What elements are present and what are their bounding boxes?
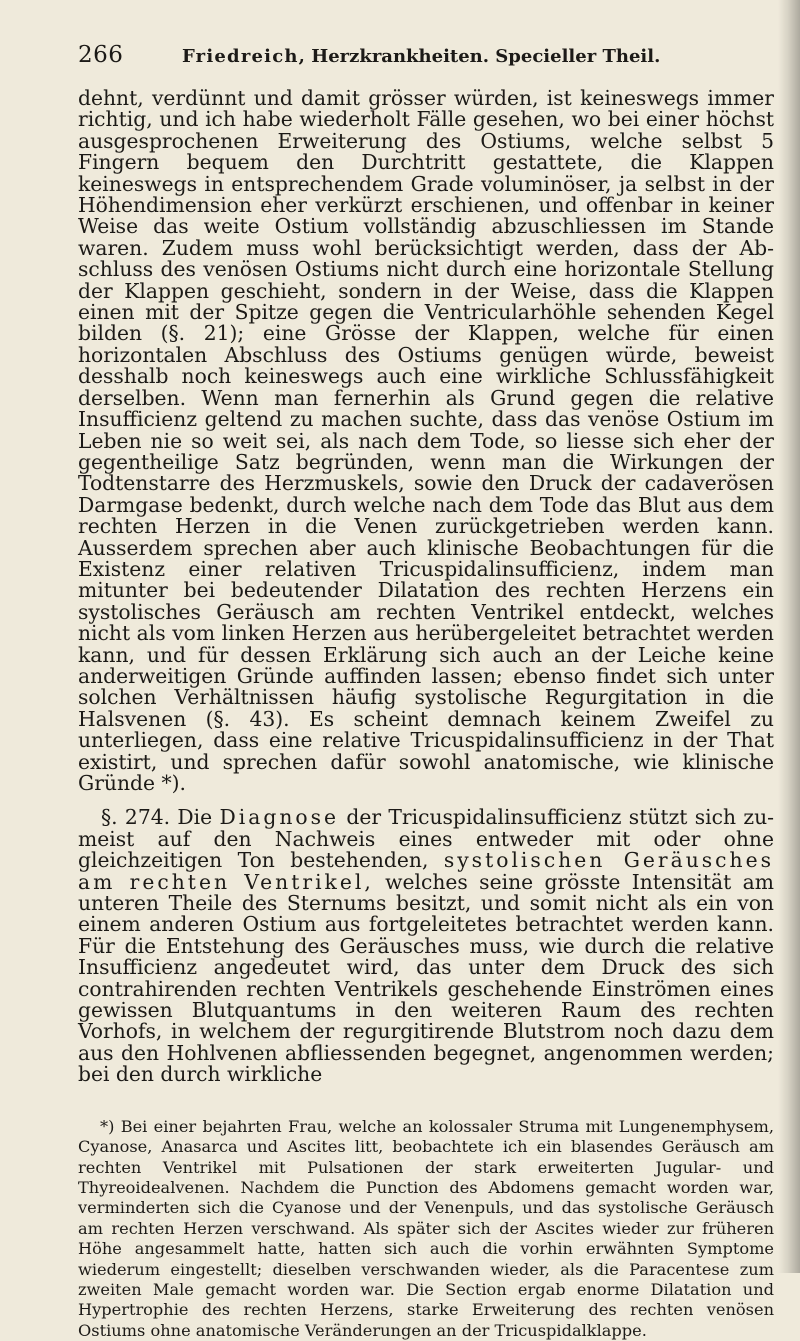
- author-name: Friedreich: [182, 46, 299, 67]
- emphasis-systolic-murmur: systolischen Geräusches am rechten Ventrikel,: [78, 848, 774, 894]
- page-content: [78, 88, 774, 1341]
- section-text-mid: der Tricuspidalinsufficienz stützt sich zumeist auf den Nachweis eines entweder mit oder ohne gleichzeitigen Ton bestehenden,: [78, 805, 774, 873]
- page-edge-shadow: [778, 0, 800, 1273]
- paragraph-continued: dehnt, verdünnt und damit grösser würden, ist keineswegs immer richtig, und ich habe wiederholt Fälle gesehen, wo bei einer höchst ausgesprochenen Erweiterung des Ostiums, welche selbst 5 Fingern bequem den Durchtritt gestattete, die Klappen keineswegs in entsprechendem Grade voluminöser, ja selbst in der Höhendimension eher verkürzt erschienen, und offenbar in keiner Weise das weite Ostium vollständig abzuschliessen im Stande waren. Zudem muss wohl berücksichtigt werden, dass der Abschluss des venösen Ostiums nicht durch eine horizontale Stellung der Klappen geschieht, sondern in der Weise, dass die Klappen einen mit der Spitze gegen die Ventricularhöhle sehenden Kegel bilden (§. 21); eine Grösse der Klappen, welche für einen horizontalen Abschluss des Ostiums genügen würde, beweist desshalb noch keineswegs auch eine wirkliche Schlussfähigkeit derselben. Wenn man fernerhin als Grund gegen die relative Insufficienz geltend zu machen suchte, dass das venöse Ostium im Leben nie so weit sei, als nach dem Tode, so liesse sich eher der gegentheilige Satz begründen, wenn man die Wirkungen der Todtenstarre des Herzmuskels, sowie den Druck der cadaverösen Darmgase bedenkt, durch welche nach dem Tode das Blut aus dem rechten Herzen in die Venen zurückgetrieben werden kann. Ausserdem sprechen aber auch klinische Beobachtungen für die Existenz einer relativen Tricuspidalinsufficienz, indem man mitunter bei bedeutender Dilatation des rechten Herzens ein systolisches Geräusch am rechten Ventrikel entdeckt, welches nicht als vom linken Herzen aus herübergeleitet betrachtet werden kann, und für dessen Erklärung sich auch an der Leiche keine anderweitigen Gründe auffinden lassen; ebenso findet sich unter solchen Verhältnissen häufig systolische Regurgitation in die Halsvenen (§. 43). Es scheint demnach keinem Zweifel zu unterliegen, dass eine relative Tricuspidalinsufficienz in der That existirt, und sprechen dafür sowohl anatomische, wie klinische Gründe *).: [78, 86, 774, 795]
- emphasis-diagnose: Diagnose: [219, 805, 340, 830]
- running-title-rest: , Herzkrankheiten. Specieller Theil.: [298, 46, 661, 67]
- running-title: [182, 46, 660, 67]
- footnote: *) Bei einer bejahrten Frau, welche an kolossaler Struma mit Lungenemphysem, Cyanose, Anasarca und Ascites litt, beobachtete ich ein blasendes Geräusch am rechten Ventrikel mit Pulsationen der stark erweiterten Jugular- und Thyreoidealvenen. Nachdem die Punction des Abdomens gemacht worden war, verminderten sich die Cyanose und der Venenpuls, und das systolische Geräusch am rechten Herzen verschwand. Als später sich der Ascites wieder zur früheren Höhe angesammelt hatte, hatten sich auch die vorhin erwähnten Symptome wiederum eingestellt; dieselben verschwanden wieder, als die Paracentese zum zweiten Male gemacht worden war. Die Section ergab enorme Dilatation und Hypertrophie des rechten Herzens, starke Erweiterung des rechten venösen Ostiums ohne anatomische Veränderungen an der Tricuspidalklappe.: [78, 1116, 774, 1340]
- running-header: [78, 40, 778, 76]
- page-number: 266: [78, 42, 124, 68]
- paragraph-section-274: [78, 807, 774, 1085]
- section-text-rest: welches seine grösste Intensität am unteren Theile des Sternums besitzt, und somit nicht als ein von einem anderen Ostium aus fortgeleitetes betrachtet werden kann. Für die Entstehung des Geräusches muss, wie durch die relative Insufficienz angedeutet wird, das unter dem Druck des sich contrahirenden rechten Ventrikels geschehende Einströmen eines gewissen Blutquantums in den weiteren Raum des rechten Vorhofs, in welchem der regurgitirende Blutstrom noch dazu dem aus den Hohlvenen abfliessenden begegnet, angenommen werden; bei den durch wirkliche: [78, 869, 774, 1087]
- section-lead: §. 274. Die: [101, 805, 220, 830]
